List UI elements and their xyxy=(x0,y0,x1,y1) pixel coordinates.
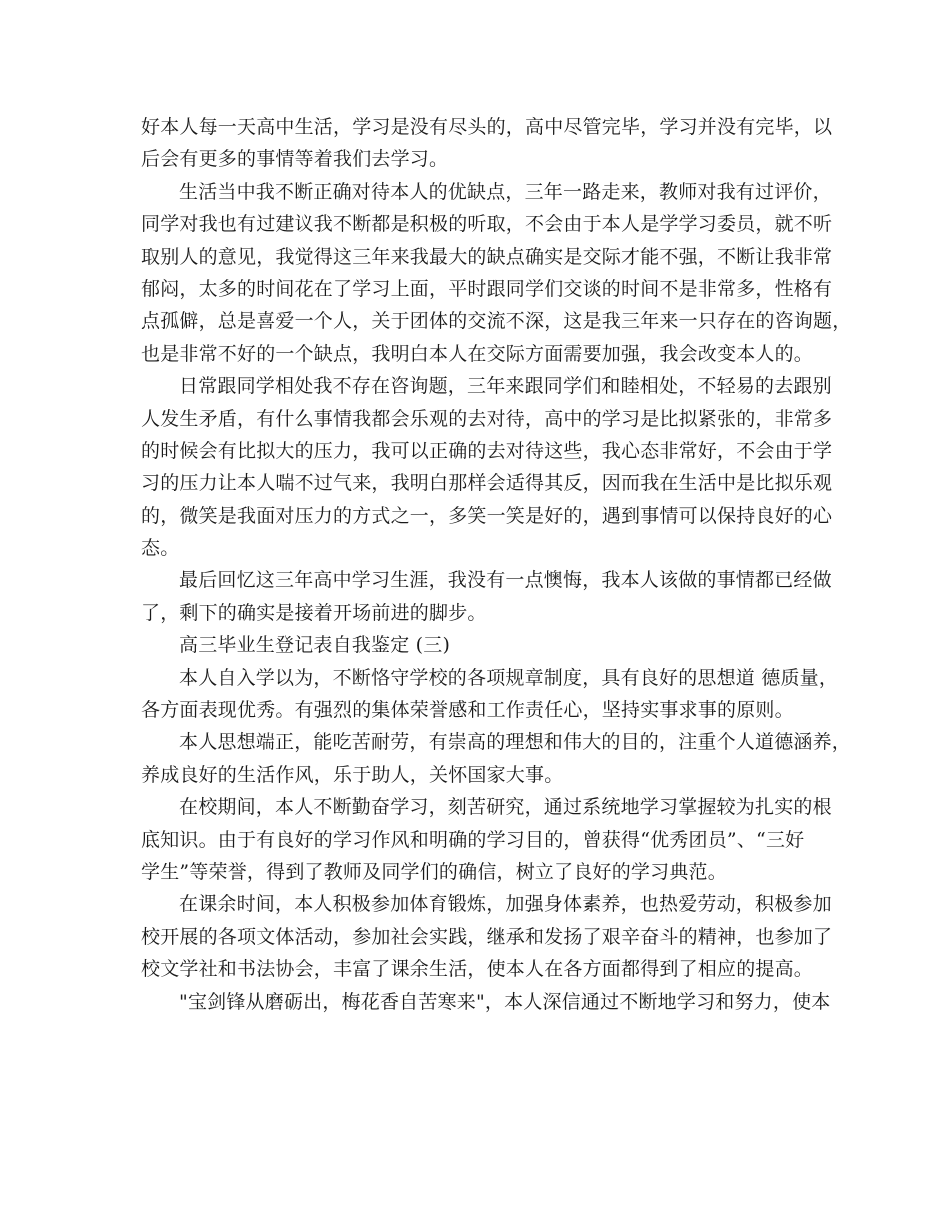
text-line: 校文学社和书法协会，丰富了课余生活，使本人在各方面都得到了相应的提高。 xyxy=(141,958,814,981)
text-line: 取别人的意见，我觉得这三年来我最大的缺点确实是交际才能不强，不断让我非常 xyxy=(141,245,833,268)
text-line: 本人自入学以为，不断恪守学校的各项规章制度，具有良好的思想道 德质量， xyxy=(179,666,839,689)
text-line: 人发生矛盾，有什么事情我都会乐观的去对待，高中的学习是比拟紧张的，非常多 xyxy=(141,407,833,430)
text-line: 态。 xyxy=(141,537,180,560)
text-line: 在课余时间，本人积极参加体育锻炼，加强身体素养，也热爱劳动，积极参加 xyxy=(179,893,832,916)
text-line: 的时候会有比拟大的压力，我可以正确的去对待这些，我心态非常好，不会由于学 xyxy=(141,439,833,462)
text-line: 高三毕业生登记表自我鉴定 (三) xyxy=(179,634,451,657)
text-line: 同学对我也有过建议我不断都是积极的听取，不会由于本人是学学习委员，就不听 xyxy=(141,213,833,236)
text-line: "宝剑锋从磨砺出，梅花香自苦寒来"，本人深信通过不断地学习和努力，使本 xyxy=(179,990,831,1013)
text-line: 点孤僻，总是喜爱一个人，关于团体的交流不深，这是我三年来一只存在的咨询题， xyxy=(141,310,852,333)
text-line: 了，剩下的确实是接着开场前进的脚步。 xyxy=(141,601,487,624)
text-line: 养成良好的生活作风，乐于助人，关怀国家大事。 xyxy=(141,763,564,786)
text-line: 各方面表现优秀。有强烈的集体荣誉感和工作责任心，坚持实事求事的原则。 xyxy=(141,699,794,722)
text-line: 郁闷，太多的时间花在了学习上面，平时跟同学们交谈的时间不是非常多，性格有 xyxy=(141,277,833,300)
text-line: 的，微笑是我面对压力的方式之一，多笑一笑是好的，遇到事情可以保持良好的心 xyxy=(141,504,833,527)
text-line: 后会有更多的事情等着我们去学习。 xyxy=(141,148,449,171)
text-line: 在校期间，本人不断勤奋学习，刻苦研究，通过系统地学习掌握较为扎实的根 xyxy=(179,796,832,819)
text-line: 学生”等荣誉，得到了教师及同学们的确信，树立了良好的学习典范。 xyxy=(141,860,727,883)
text-line: 校开展的各项文体活动，参加社会实践，继承和发扬了艰辛奋斗的精神，也参加了 xyxy=(141,925,833,948)
text-line: 日常跟同学相处我不存在咨询题，三年来跟同学们和睦相处，不轻易的去跟别 xyxy=(179,375,832,398)
text-line: 生活当中我不断正确对待本人的优缺点，三年一路走来，教师对我有过评价， xyxy=(179,180,832,203)
text-line: 也是非常不好的一个缺点，我明白本人在交际方面需要加强，我会改变本人的。 xyxy=(141,342,814,365)
text-line: 最后回忆这三年高中学习生涯，我没有一点懊悔，我本人该做的事情都已经做 xyxy=(179,569,832,592)
document-body xyxy=(141,111,852,1018)
text-line: 底知识。由于有良好的学习作风和明确的学习目的，曾获得“优秀团员”、“三好 xyxy=(141,828,805,851)
text-line: 本人思想端正，能吃苦耐劳，有崇高的理想和伟大的目的，注重个人道德涵养， xyxy=(179,731,852,754)
text-line: 好本人每一天高中生活，学习是没有尽头的，高中尽管完毕，学习并没有完毕，以 xyxy=(141,116,833,138)
text-line: 习的压力让本人喘不过气来，我明白那样会适得其反，因而我在生活中是比拟乐观 xyxy=(141,472,833,495)
